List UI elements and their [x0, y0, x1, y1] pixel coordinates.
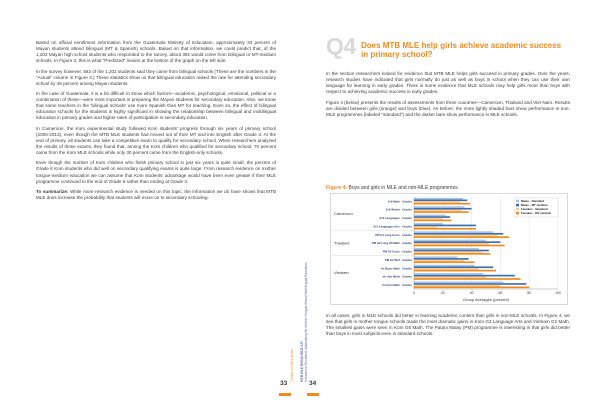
right-body-text	[326, 71, 570, 122]
category-label: Gr6 Math - Grades	[387, 199, 412, 204]
category-label: Vn Basic Math - Grades	[380, 266, 412, 271]
summary-text: While more research evidence is needed on this topic, the information we do have shows that MTB MLE does increase the probability that students will move on to secondary schooling.	[36, 188, 277, 200]
bar	[414, 270, 496, 272]
bar	[414, 231, 493, 233]
bar	[414, 276, 486, 278]
summary-paragraph	[36, 189, 276, 201]
bar	[414, 223, 443, 225]
figure-caption	[326, 185, 458, 191]
bar	[414, 225, 476, 227]
x-axis-label: Group Averages (percent)	[463, 297, 509, 302]
bar	[414, 258, 469, 260]
legend-swatch	[516, 208, 519, 211]
category-label: Vn Hum Math - Grades	[382, 283, 412, 288]
group-label: Thailand	[334, 240, 350, 246]
bar	[414, 206, 464, 208]
bar	[414, 198, 463, 200]
bar	[414, 248, 479, 250]
bar	[414, 273, 483, 275]
legend-label: Females - Standard	[521, 207, 548, 211]
paragraph: Even though the number of Kom children who finish primary school in just six years is quite small, the percent of Grade 6 Kom students who did well on secondary qualifying exams is quite large. From research evidence on mother tongue-medium education we can assume that Kom students' advantage would have been even greater if their MLE programme continued to the end of Grade 6 rather than ending at Grade 3.	[36, 160, 276, 184]
spine	[290, 262, 308, 382]
bar	[414, 211, 469, 213]
category-label: Gr3 Languages - Grades	[379, 216, 412, 221]
bar	[414, 278, 521, 280]
bar	[414, 281, 503, 283]
paragraph: In Cameroon, the Kom experimental study followed Kom students' progress through six years of primary school (2006-2013), even though the MTB MLE students had moved out of their MT and into English after Grade 3. At the end of primary, all students can take a competitive exam to qualify for secondary school. When researchers analyzed the results of those exams, they found that, among the Kom children who qualified for secondary school, 70 percent came from the Kom MLE schools while only 30 percent came from the English-only schools.	[36, 125, 276, 156]
bar	[414, 208, 472, 210]
figure-label: Figure 4:	[326, 185, 348, 191]
category-label: Vn Viet Writit - Grades	[382, 274, 412, 279]
spine-line-2: MTB MLE RESOURCE KIT	[300, 341, 304, 382]
category-label: PM G2 Lang G6 Math - Grades	[371, 241, 412, 246]
bar	[414, 240, 486, 242]
paragraph: Based on official enrollment information from the Guatemala Ministry of Education, approximately 33 percent of Mayan students attend bilingual (MT & Spanish) schools. Based on that information, we could predict that, of the 1,202 Mayan high school students who responded to the survey, about 392 would come from bilingual or MT-medium schools. In Figure 3, this is what "Predicted" means at the bottom of the graph on the left side.	[36, 40, 276, 64]
bar	[414, 200, 467, 202]
spine-line-3: Included or Excluded: Advocating for Mother Tongue-Based Multilingual Education	[304, 262, 308, 382]
group-label: Cameroon	[334, 211, 353, 217]
right-closing-text	[326, 313, 570, 342]
page-number-marker-left	[279, 393, 291, 396]
bar	[414, 220, 451, 222]
bar	[414, 245, 505, 247]
page-number-marker-right	[307, 393, 319, 396]
bar	[414, 286, 529, 288]
category-label: Gr6 Writeit - Grades	[385, 207, 412, 212]
bar	[414, 251, 482, 253]
bar	[414, 241, 500, 243]
bar	[414, 285, 500, 287]
x-tick-label: 100	[555, 291, 561, 295]
legend-swatch	[516, 204, 519, 207]
question-title: Does MTB MLE help girls achieve academic success in primary school?	[361, 41, 562, 60]
bar	[414, 283, 526, 285]
bar	[414, 215, 446, 217]
x-tick-label: 80	[527, 291, 532, 295]
category-label: PM G1 Lang Socio - Grades	[375, 232, 412, 237]
page-number-right: 34	[309, 380, 317, 387]
left-body-text	[36, 40, 276, 205]
x-tick-label: 20	[440, 291, 445, 295]
bar	[414, 228, 476, 230]
bar	[414, 265, 474, 267]
bar	[414, 201, 460, 203]
bar	[414, 235, 498, 237]
legend-label: Males - Standard	[521, 199, 545, 203]
bar	[414, 210, 462, 212]
paragraph: In the section researchers looked for evidence that MTB MLE helps girls succeed in primary grades. Over the years, research studies have indicated that girls normally do just as well as boys in school when they can use their own language for learning in early grades. There is some evidence that MLE schools may help girls more than boys with respect to achieving academic success in early grades.	[326, 71, 570, 95]
x-tick-label: 60	[498, 291, 503, 295]
bar	[414, 268, 479, 270]
bar	[414, 253, 490, 255]
bar	[414, 275, 515, 277]
page-number-left: 33	[280, 380, 288, 387]
bar	[414, 260, 464, 262]
category-label: Gr3 Languages Arts - Grades	[373, 224, 412, 229]
question-number: Q4	[326, 33, 356, 59]
legend-label: Males - MT medium	[521, 203, 548, 207]
figure-4-chart	[330, 193, 568, 305]
legend-swatch	[516, 200, 519, 203]
bar	[414, 256, 457, 258]
group-label: Vietnam	[334, 269, 349, 275]
paragraph: In the survey however, 582 of the 1,202 students said they came from bilingual schools (These are the numbers in the "Actual" column in Figure 3.) These statistics show us that bilingual education raised the rate for attending secondary school by 48 percent among Mayan students.	[36, 68, 276, 86]
category-label: PM G2 Writ - Grades	[385, 257, 412, 262]
legend-swatch	[516, 212, 519, 215]
bar	[414, 218, 443, 220]
legend-label: Females - MT medium	[521, 211, 552, 215]
figure-title: Boys and girls in MLE and non-MLE programmes	[347, 185, 458, 191]
bar	[414, 261, 474, 263]
paragraph: In the case of Guatemala, it is a bit difficult to know which factors—academic, psychological, emotional, political or a combination of these—were most important in preparing the Mayan students for secondary education. Also, we know that some teachers in the 'bilingual schools' use more Spanish than MT for teaching. Even so, the effect of bilingual education schools for the students is highly significant in showing the relationship between bilingual and multilingual education in primary grades and higher rates of participation in secondary education.	[36, 91, 276, 121]
bar	[414, 226, 437, 228]
bar	[414, 243, 489, 245]
x-tick-label: 0	[413, 291, 415, 295]
summary-label: To summarize:	[36, 188, 69, 194]
spine-line-1: Trends in Policy Action	[290, 348, 294, 382]
category-label: PM G2 Socio - Grades	[382, 249, 412, 254]
bar	[414, 233, 503, 235]
paragraph: In all cases, girls in MLE schools did better in learning academic content than girls in non-MLE schools. In Figure 4, we see that girls in mother tongue schools made the most dramatic gains in Kom G3 Language Arts and Vietnam G2 Math. The smallest gains were seen in Kom G6 Math. The Patani Malay (PM) programme is interesting in that girls did better than boys in most subjects even in standard schools.	[326, 313, 570, 337]
bar	[414, 236, 509, 238]
bar	[414, 216, 450, 218]
x-tick-label: 40	[469, 291, 474, 295]
bar	[414, 266, 493, 268]
bar	[414, 203, 470, 205]
bar	[414, 250, 489, 252]
paragraph: Figure 4 (below) presents the results of assessments from three countries—Cameroon, Thailand and Viet Nam. Results are divided between girls (orange) and boys (blue). As before, the more lightly shaded bars show performance in non-MLE programmes (labeled "standard") and the darker bars show performance in MLE schools.	[326, 99, 570, 117]
